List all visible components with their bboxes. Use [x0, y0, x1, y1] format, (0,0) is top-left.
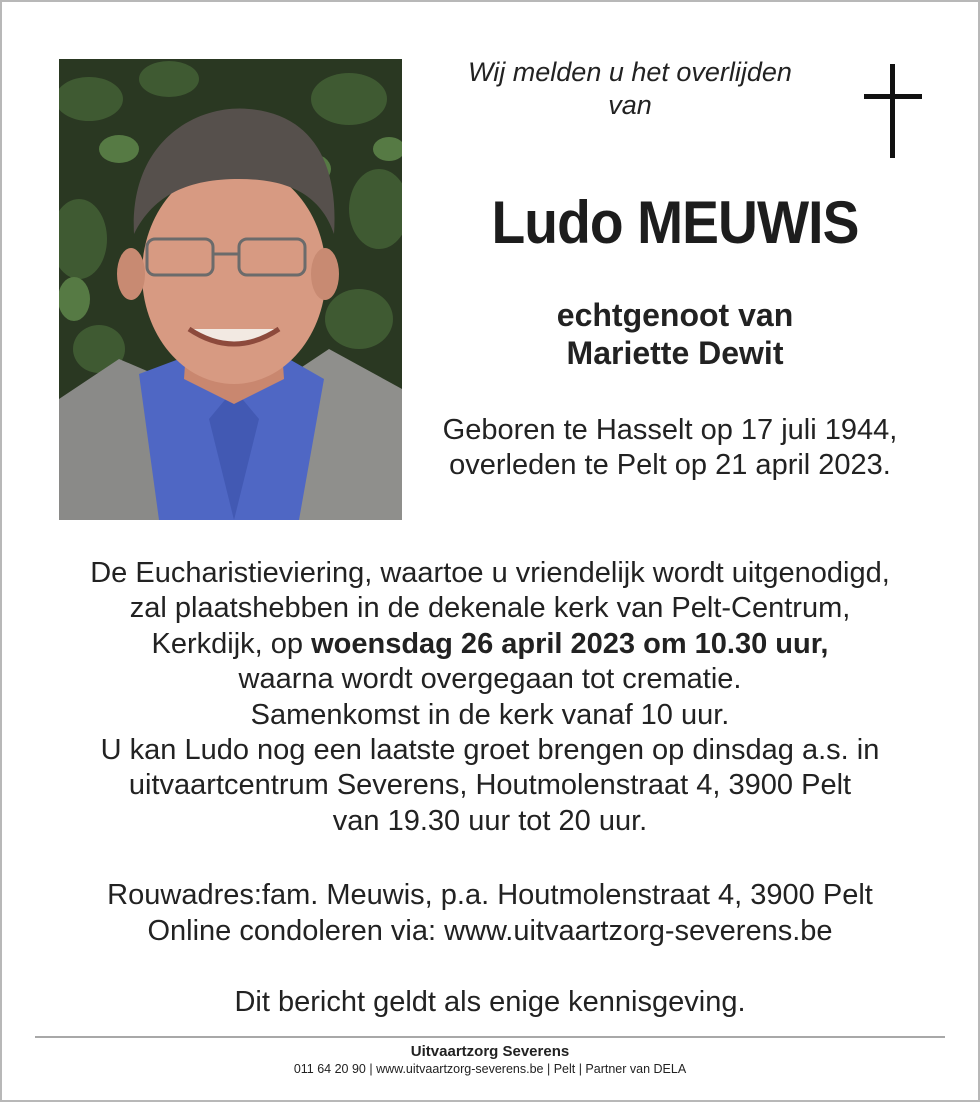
- ceremony-line-6: U kan Ludo nog een laatste groet brengen op dinsdag a.s. in: [100, 734, 880, 767]
- spouse-block: [420, 296, 930, 372]
- cross-icon: [864, 64, 922, 158]
- spouse-line-1: echtgenoot van: [556, 297, 794, 333]
- ceremony-line-7: uitvaartcentrum Severens, Houtmolenstraat 4, 3900 Pelt: [128, 769, 852, 802]
- contact-block: [20, 878, 960, 949]
- spouse-line-2: Mariette Dewit: [566, 335, 784, 371]
- ceremony-line-8: van 19.30 uur tot 20 uur.: [332, 804, 648, 837]
- birth-line: Geboren te Hasselt op 17 juli 1944,: [442, 414, 898, 446]
- ceremony-date-time: woensdag 26 april 2023 om 10.30 uur,: [311, 627, 829, 660]
- portrait-photo: [59, 59, 402, 520]
- notice-line: Dit bericht geldt als enige kennisgeving.: [234, 986, 746, 1018]
- ceremony-line-5: Samenkomst in de kerk vanaf 10 uur.: [250, 698, 730, 731]
- intro-line-1: Wij melden u het overlijden: [468, 57, 792, 87]
- mourning-address: Rouwadres:fam. Meuwis, p.a. Houtmolenstraat 4, 3900 Pelt: [107, 879, 873, 911]
- footer-divider: [35, 1036, 945, 1038]
- deceased-name: Ludo MEUWIS: [491, 189, 859, 256]
- ceremony-line-2: zal plaatshebben in de dekenale kerk van Pelt-Centrum,: [129, 592, 851, 625]
- intro-line-2: van: [608, 90, 652, 120]
- ceremony-details: [20, 556, 960, 839]
- ceremony-line-4: waarna wordt overgegaan tot crematie.: [238, 663, 742, 696]
- footer-details: 011 64 20 90 | www.uitvaartzorg-severens.be | Pelt | Partner van DELA: [293, 1062, 687, 1076]
- life-dates: [400, 413, 940, 483]
- ceremony-line-3: [20, 627, 960, 662]
- ceremony-line-3-prefix: Kerkdijk, op: [151, 627, 312, 660]
- footer-company: Uitvaartzorg Severens: [410, 1043, 570, 1060]
- death-line: overleden te Pelt op 21 april 2023.: [449, 449, 891, 481]
- ceremony-line-1: De Eucharistieviering, waartoe u vriendelijk wordt uitgenodigd,: [90, 557, 890, 589]
- online-condolence: Online condoleren via: www.uitvaartzorg-severens.be: [147, 914, 833, 947]
